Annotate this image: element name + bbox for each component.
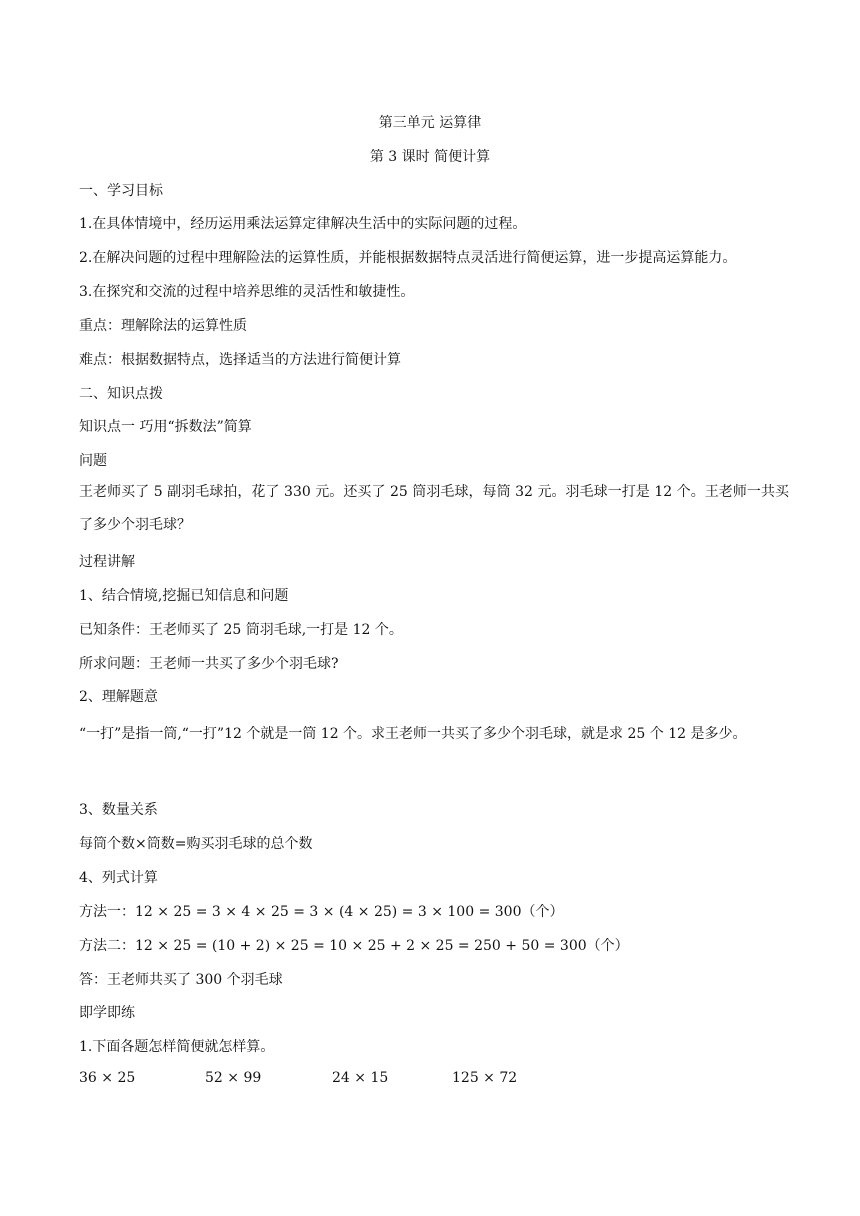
practice-question-1: 1.下面各题怎样简便就怎样算。 xyxy=(79,1039,275,1055)
exercise-item: 125 × 72 xyxy=(452,1070,518,1086)
exercise-item: 24 × 15 xyxy=(332,1070,389,1086)
objective-item: 1.在具体情境中，经历运用乘法运算定律解决生活中的实际问题的过程。 xyxy=(79,216,527,232)
method2-label: 方法二： xyxy=(79,938,135,954)
method2-line xyxy=(79,935,629,955)
difficulty-point: 难点：根据数据特点，选择适当的方法进行简便计算 xyxy=(79,352,401,368)
step2-title: 2、理解题意 xyxy=(79,689,158,705)
exercise-item: 52 × 99 xyxy=(205,1070,262,1086)
known-conditions: 已知条件：王老师买了 25 筒羽毛球,一打是 12 个。 xyxy=(79,622,403,638)
objectives-heading: 一、学习目标 xyxy=(79,183,163,199)
method2-expression: 12 × 25 = (10 + 2) × 25 = 10 × 25 + 2 × 25 = 250 + 50 = 300 xyxy=(135,938,587,954)
method1-expression: 12 × 25 = 3 × 4 × 25 = 3 × (4 × 25) = 3 × 100 = 300 xyxy=(135,904,522,920)
objective-item: 3.在探究和交流的过程中培养思维的灵活性和敏捷性。 xyxy=(79,284,415,300)
method1-unit: （个） xyxy=(521,904,564,920)
step2-text: “一打”是指一筒,“一打”12 个就是一筒 12 个。求王老师一共买了多少个羽毛球，就是求 25 个 12 是多少。 xyxy=(79,726,747,742)
question-asked: 所求问题：王老师一共买了多少个羽毛球? xyxy=(79,656,339,672)
method1-line xyxy=(79,901,563,921)
answer-text: 答：王老师共买了 300 个羽毛球 xyxy=(79,972,283,988)
method1-label: 方法一： xyxy=(79,904,135,920)
step1-title: 1、结合情境,挖掘已知信息和问题 xyxy=(79,588,289,604)
problem-label: 问题 xyxy=(79,453,107,469)
method2-unit: （个） xyxy=(586,938,629,954)
step3-text: 每筒个数×筒数=购买羽毛球的总个数 xyxy=(79,836,313,852)
lesson-title: 第 3 课时 简便计算 xyxy=(369,149,491,165)
objective-item: 2.在解决问题的过程中理解险法的运算性质，并能根据数据特点灵活进行简便运算，进一步提高运算能力。 xyxy=(79,250,737,266)
knowledge-point-title: 知识点一 巧用“拆数法”简算 xyxy=(79,419,252,435)
problem-text: 王老师买了 5 副羽毛球拍，花了 330 元。还买了 25 筒羽毛球，每筒 32 元。羽毛球一打是 12 个。王老师一共买了多少个羽毛球？ xyxy=(79,484,789,533)
step3-title: 3、数量关系 xyxy=(79,802,158,818)
knowledge-heading: 二、知识点拨 xyxy=(79,386,163,402)
step4-title: 4、列式计算 xyxy=(79,870,158,886)
unit-title: 第三单元 运算律 xyxy=(378,115,482,131)
process-label: 过程讲解 xyxy=(79,554,135,570)
exercise-item: 36 × 25 xyxy=(79,1070,136,1086)
practice-heading: 即学即练 xyxy=(79,1005,135,1021)
key-point: 重点：理解除法的运算性质 xyxy=(79,318,247,334)
